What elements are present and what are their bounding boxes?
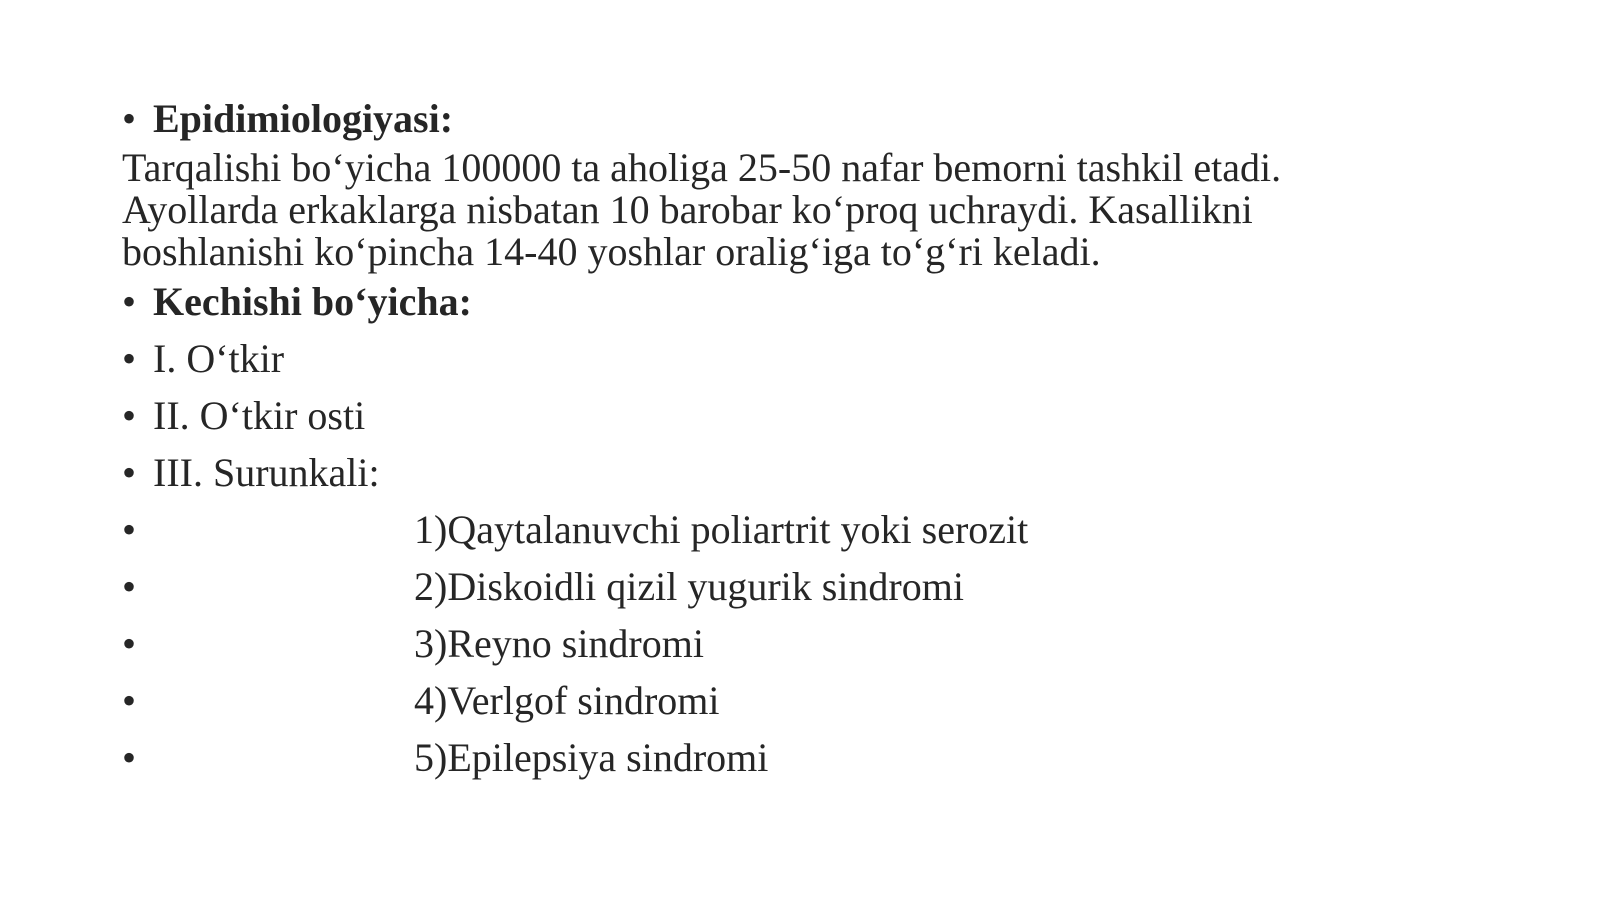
sub-list-item: [122, 558, 1502, 615]
bullet-glyph: •: [122, 678, 137, 723]
list-item-text: I. O‘tkir: [153, 336, 285, 381]
bullet-glyph: •: [122, 564, 137, 609]
slide-content: [122, 90, 1502, 786]
bullet-row-heading-epidemiology: [122, 90, 1502, 147]
bullet-glyph: •: [122, 507, 137, 552]
bullet-glyph: •: [122, 279, 137, 324]
sub-list-item-text: 1)Qaytalanuvchi poliartrit yoki serozit: [414, 507, 1029, 552]
bullet-glyph: •: [122, 393, 137, 438]
bullet-glyph: •: [122, 96, 137, 141]
paragraph-line: boshlanishi ko‘pincha 14-40 yoshlar oralig‘iga to‘g‘ri keladi.: [122, 229, 1101, 274]
list-item-text: III. Surunkali:: [153, 450, 380, 495]
epidemiology-paragraph: [122, 147, 1502, 273]
sub-list-item-text: 2)Diskoidli qizil yugurik sindromi: [414, 564, 964, 609]
list-item: [122, 387, 1502, 444]
sub-list-item: [122, 615, 1502, 672]
paragraph-line: Ayollarda erkaklarga nisbatan 10 barobar ko‘proq uchraydi. Kasallikni: [122, 187, 1253, 232]
list-item-text: II. O‘tkir osti: [153, 393, 366, 438]
sub-list-item-text: 4)Verlgof sindromi: [414, 678, 720, 723]
bullet-glyph: •: [122, 621, 137, 666]
bullet-row-heading-course: [122, 273, 1502, 330]
bullet-glyph: •: [122, 336, 137, 381]
heading-course: Kechishi bo‘yicha:: [153, 279, 472, 324]
sub-list-item: [122, 729, 1502, 786]
paragraph-line: Tarqalishi bo‘yicha 100000 ta aholiga 25-50 nafar bemorni tashkil etadi.: [122, 145, 1282, 190]
sub-list-item-text: 3)Reyno sindromi: [414, 621, 704, 666]
heading-epidemiology: Epidimiologiyasi:: [153, 96, 454, 141]
sub-list-item-text: 5)Epilepsiya sindromi: [414, 735, 769, 780]
list-item: [122, 330, 1502, 387]
sub-list-item: [122, 501, 1502, 558]
list-item: [122, 444, 1502, 501]
sub-list-item: [122, 672, 1502, 729]
bullet-glyph: •: [122, 735, 137, 780]
bullet-glyph: •: [122, 450, 137, 495]
